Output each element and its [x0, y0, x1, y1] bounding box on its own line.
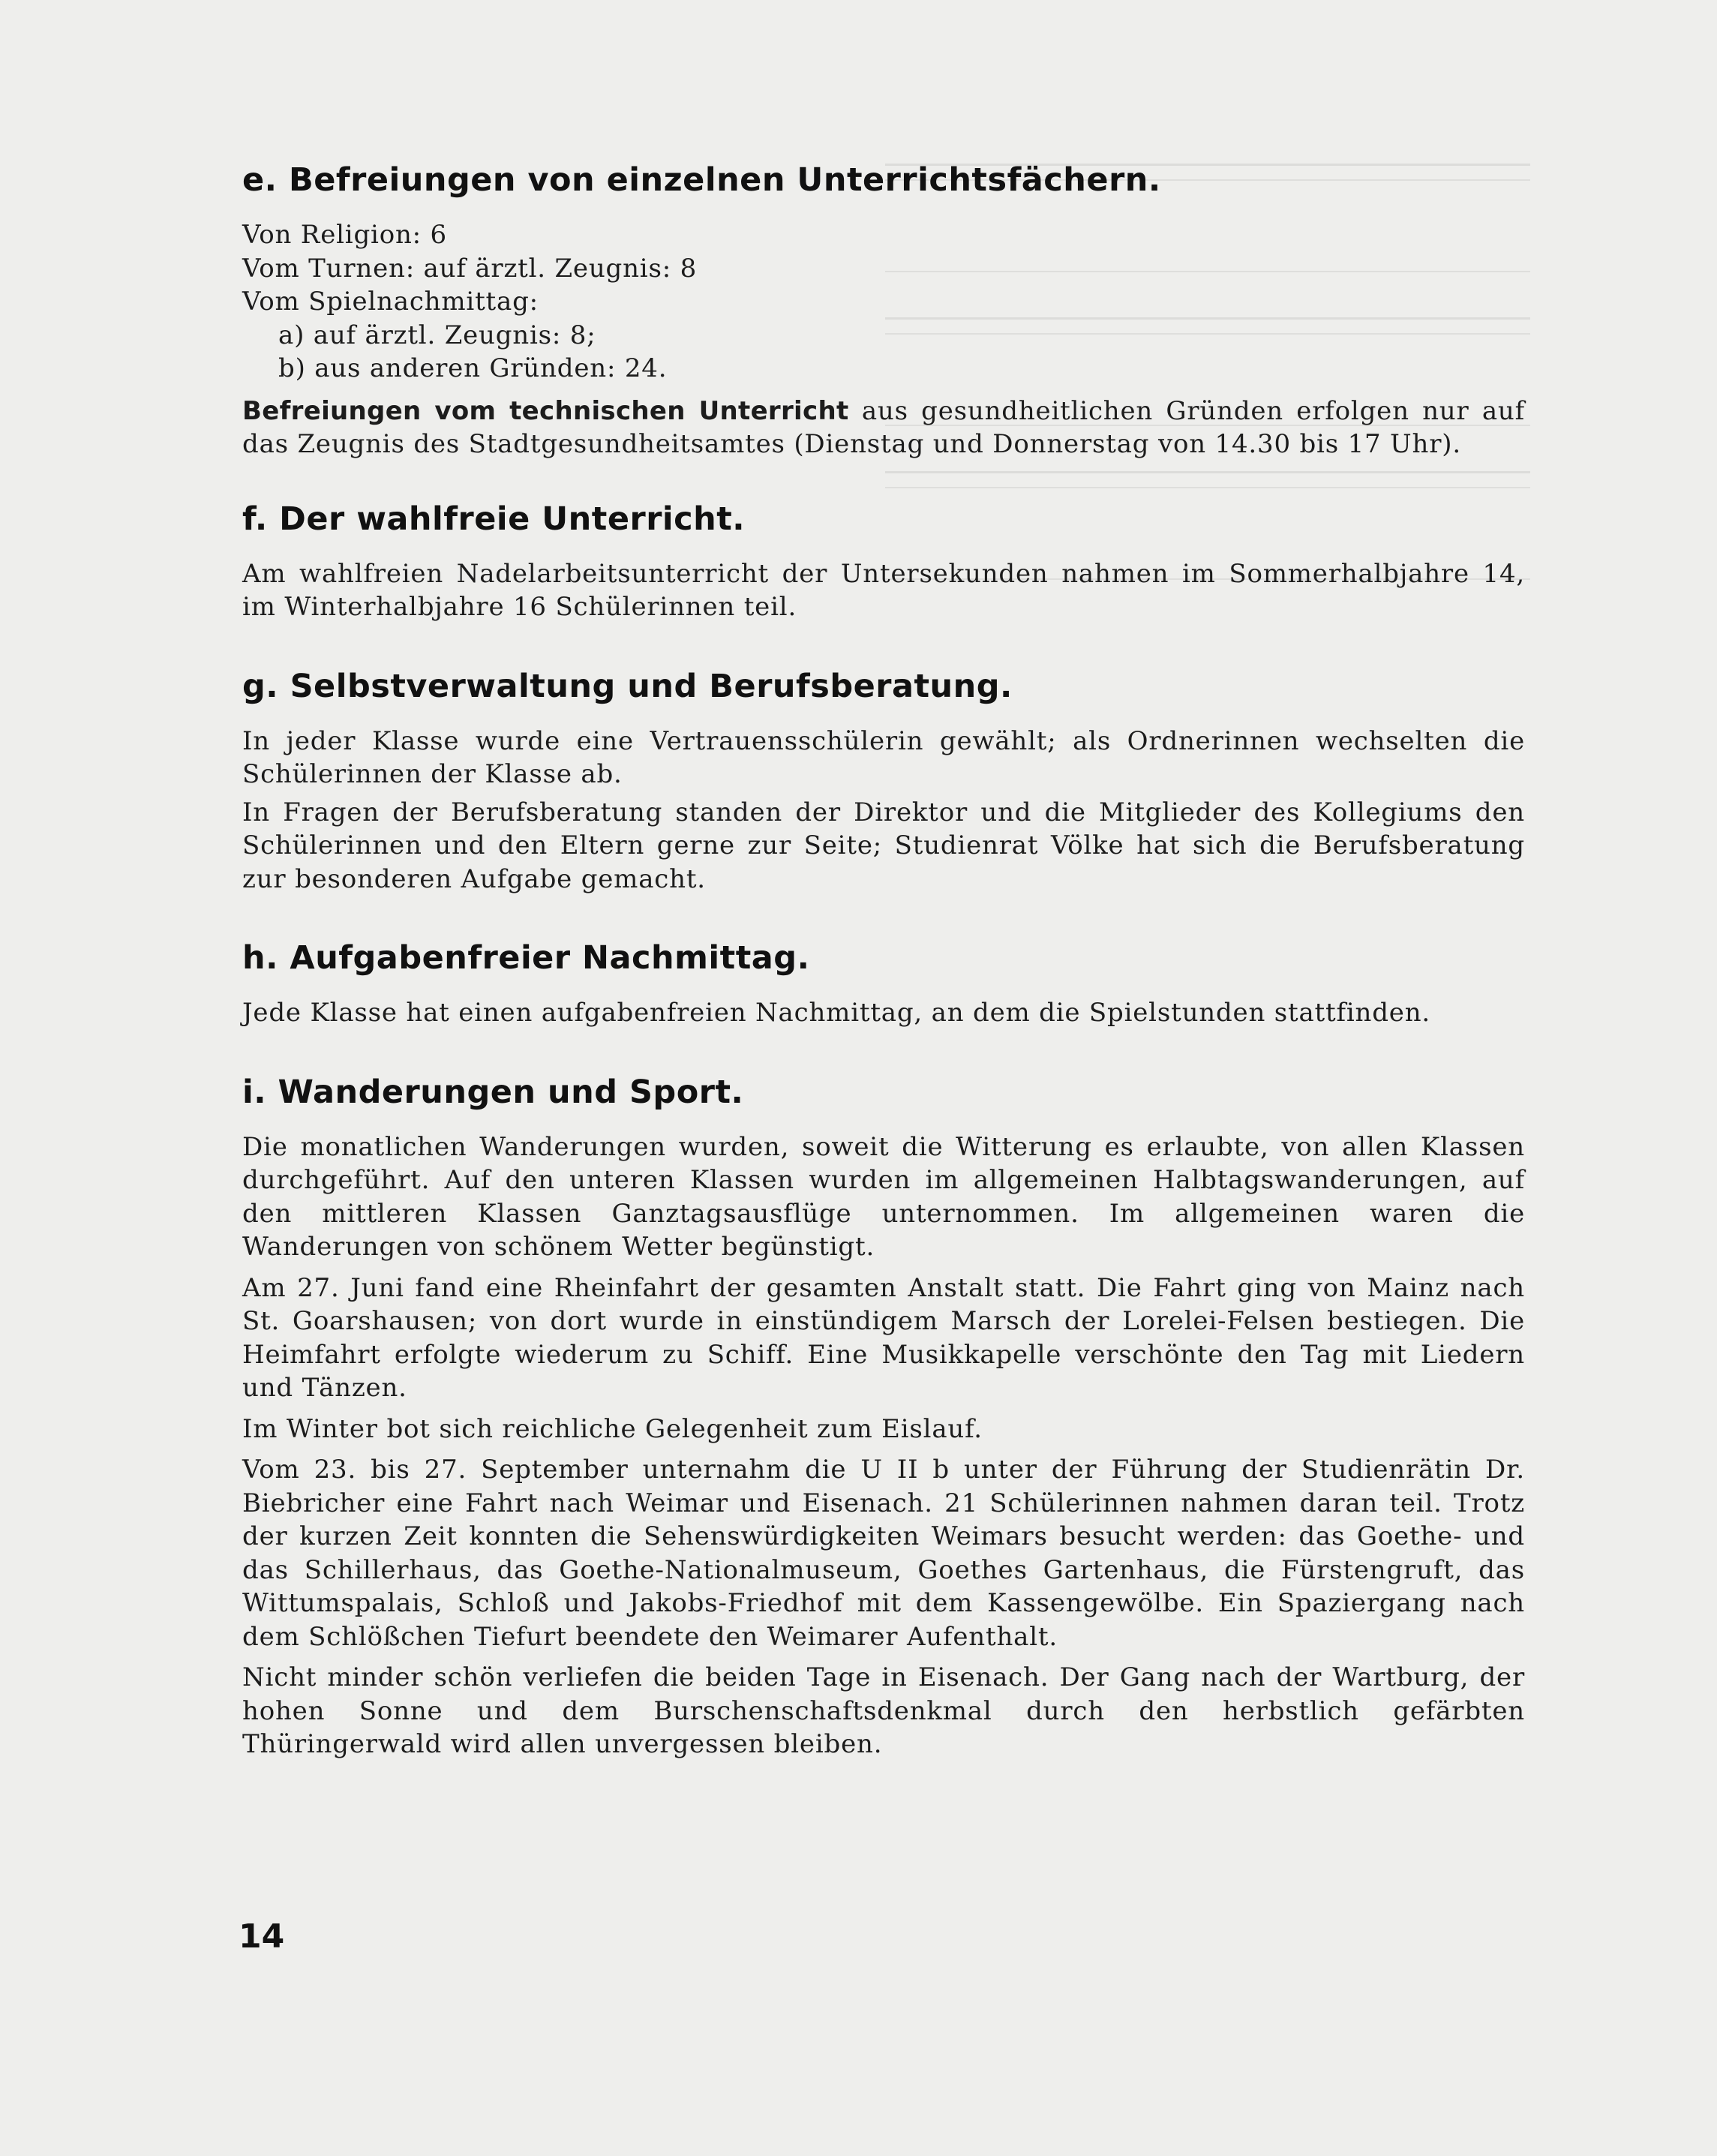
section-i: [242, 1073, 1525, 1761]
section-e-paragraph-rest: aus gesundheitlichen Gründen erfolgen nur auf das Zeugnis des Stadtgesundheitsamtes (Dienstag und Donnerstag von 14.30 bis 17 Uhr).: [242, 395, 1525, 459]
section-e-line-a: a) auf ärztl. Zeugnis: 8;: [278, 320, 596, 350]
section-f-paragraph-1: Am wahlfreien Nadelarbeitsunterricht der Untersekunden nahmen im Sommerhalbjahre 14, im Winterhalbjahre 16 Schülerinnen teil.: [242, 558, 1525, 622]
document-page: [242, 161, 1525, 1805]
section-i-heading: i. Wanderungen und Sport.: [242, 1073, 744, 1111]
section-g-heading: g. Selbstverwaltung und Berufsberatung.: [242, 667, 1013, 705]
section-i-paragraph-4: Vom 23. bis 27. September unternahm die U II b unter der Führung der Studienrätin Dr. Biebricher eine Fahrt nach Weimar und Eisenach. 21 Schülerinnen nahmen daran teil. Trotz der kurzen Zeit konnten die Sehenswürdigkeiten Weimars besucht werden: das Goethe- und das Schillerhaus, das Goethe-Nationalmuseum, Goethes Gartenhaus, die Fürstengruft, das Wittumspalais, Schloß und Jakobs-Friedhof mit dem Kassengewölbe. Ein Spaziergang nach dem Schlößchen Tiefurt beendete den Weimarer Aufenthalt.: [242, 1455, 1525, 1652]
section-e-line-turnen: Vom Turnen: auf ärztl. Zeugnis: 8: [242, 253, 698, 284]
section-h: [242, 939, 1525, 1030]
section-f: [242, 500, 1525, 624]
section-i-paragraph-2: Am 27. Juni fand eine Rheinfahrt der gesamten Anstalt statt. Die Fahrt ging von Mainz nach St. Goarshausen; von dort wurde in einstündigem Marsch der Lorelei-Felsen bestiegen. Die Heimfahrt erfolgte wiederum zu Schiff. Eine Musikkapelle verschönte den Tag mit Liedern und Tänzen.: [242, 1272, 1525, 1403]
section-i-paragraph-5: Nicht minder schön verliefen die beiden Tage in Eisenach. Der Gang nach der Wartburg, der hohen Sonne und dem Burschenschaftsdenkmal durch den herbstlich gefärbten Thüringerwald wird allen unvergessen bleiben.: [242, 1662, 1525, 1759]
section-g-paragraph-2: In Fragen der Berufsberatung standen der Direktor und die Mitglieder des Kollegiums den Schülerinnen und den Eltern gerne zur Seite; Studienrat Völke hat sich die Berufsberatung zur besonderen Aufgabe gemacht.: [242, 797, 1525, 894]
section-e-line-religion: Von Religion: 6: [242, 220, 447, 250]
section-h-paragraph-1: Jede Klasse hat einen aufgabenfreien Nachmittag, an dem die Spielstunden stattfinden.: [242, 998, 1431, 1028]
section-e-bold-lead: Befreiungen vom technischen Unterricht: [242, 395, 849, 426]
section-i-paragraph-1: Die monatlichen Wanderungen wurden, soweit die Witterung es erlaubte, von allen Klassen durchgeführt. Auf den unteren Klassen wurden im allgemeinen Halbtagswanderungen, auf den mittleren Klassen Ganztagsausflüge unternommen. Im allgemeinen waren die Wanderungen von schönem Wetter begünstigt.: [242, 1131, 1525, 1262]
section-e: [242, 161, 1525, 461]
section-e-heading: e. Befreiungen von einzelnen Unterrichtsfächern.: [242, 161, 1161, 199]
section-e-line-spielnachmittag: Vom Spielnachmittag:: [242, 287, 539, 317]
section-f-heading: f. Der wahlfreie Unterricht.: [242, 500, 746, 538]
section-e-line-b: b) aus anderen Gründen: 24.: [278, 353, 668, 383]
section-g-paragraph-1: In jeder Klasse wurde eine Vertrauensschülerin gewählt; als Ordnerinnen wechselten die Schülerinnen der Klasse ab.: [242, 725, 1525, 789]
section-i-paragraph-3: Im Winter bot sich reichliche Gelegenheit zum Eislauf.: [242, 1413, 983, 1444]
section-h-heading: h. Aufgabenfreier Nachmittag.: [242, 939, 810, 977]
page-number: 14: [239, 1917, 285, 1956]
section-g: [242, 668, 1525, 896]
section-e-paragraph: [242, 395, 1525, 461]
